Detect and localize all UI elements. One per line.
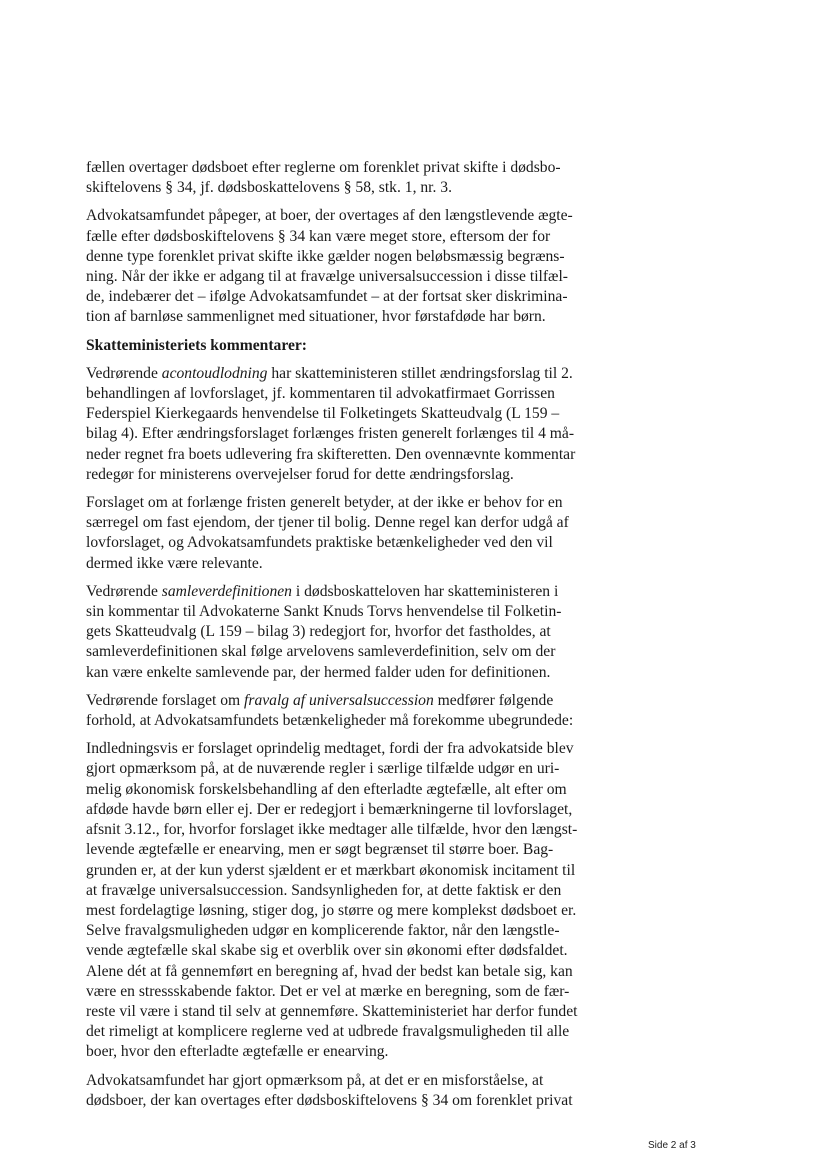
- paragraph: [86, 206, 626, 327]
- text-line: [86, 901, 626, 921]
- text-run: melig økonomisk forskelsbehandling af den efterladte ægtefælle, alt efter om: [86, 780, 567, 798]
- text-run: Vedrørende forslaget om: [86, 691, 245, 709]
- text-run: i dødsboskatteloven har skatteministeren i: [291, 582, 559, 600]
- paragraph: [86, 582, 626, 683]
- text-line: [86, 1091, 626, 1111]
- text-run: behandlingen af lovforslaget, jf. kommentaren til advokatfirmaet Gorrissen: [86, 385, 555, 403]
- text-line: [86, 178, 626, 198]
- text-run: boer, hvor den efterladte ægtefælle er enearving.: [86, 1043, 389, 1061]
- text-run: har skatteministeren stillet ændringsforslag til 2.: [267, 364, 573, 382]
- text-line: [86, 691, 626, 711]
- text-run: gets Skatteudvalg (L 159 – bilag 3) redegjort for, hvorfor det fastholdes, at: [86, 623, 551, 641]
- text-line: [86, 962, 626, 982]
- text-line: [86, 287, 626, 307]
- text-line: [86, 582, 626, 602]
- text-run: levende ægtefælle er enearving, men er søgt begrænset til større boer. Bag-: [86, 841, 554, 859]
- text-line: [86, 1022, 626, 1042]
- text-line: [86, 1042, 626, 1062]
- text-run: neder regnet fra boets udlevering fra skifteretten. Den ovennævnte kommentar: [86, 445, 576, 463]
- text-line: [86, 739, 626, 759]
- text-line: [86, 780, 626, 800]
- text-line: [86, 267, 626, 287]
- text-line: [86, 554, 626, 574]
- text-run: Advokatsamfundet påpeger, at boer, der overtages af den længstlevende ægte-: [86, 207, 573, 225]
- text-line: [86, 711, 626, 731]
- text-run: Selve fravalgsmuligheden udgør en komplicerende faktor, når den længstle-: [86, 922, 560, 940]
- text-run: afsnit 3.12., for, hvorfor forslaget ikke medtager alle tilfælde, hvor den længst-: [86, 821, 578, 839]
- text-run: Indledningsvis er forslaget oprindelig medtaget, fordi der fra advokatside blev: [86, 740, 574, 758]
- text-line: [86, 642, 626, 662]
- text-run: afdøde havde børn eller ej. Der er redegjort i bemærkningerne til lovforslaget,: [86, 800, 573, 818]
- text-run: sin kommentar til Advokaterne Sankt Knuds Torvs henvendelse til Folketin-: [86, 603, 562, 621]
- text-run: Alene dét at få gennemført en beregning af, hvad der bedst kan betale sig, kan: [86, 962, 573, 980]
- text-line: [86, 384, 626, 404]
- text-line: [86, 982, 626, 1002]
- text-run: Forslaget om at forlænge fristen generelt betyder, at der ikke er behov for en: [86, 494, 563, 512]
- text-line: [86, 602, 626, 622]
- text-run: mest fordelagtige løsning, stiger dog, jo større og mere komplekst dødsboet er.: [86, 901, 577, 919]
- text-line: [86, 445, 626, 465]
- text-line: [86, 424, 626, 444]
- text-run: kan være enkelte samlevende par, der hermed falder uden for definitionen.: [86, 663, 551, 681]
- text-run: skiftelovens § 34, jf. dødsboskattelovens § 58, stk. 1, nr. 3.: [86, 179, 452, 197]
- text-line: [86, 493, 626, 513]
- text-run: særregel om fast ejendom, der tjener til bolig. Denne regel kan derfor udgå af: [86, 514, 569, 532]
- italic-term: samleverdefinitionen: [161, 582, 292, 600]
- text-line: [86, 227, 626, 247]
- text-line: [86, 921, 626, 941]
- text-line: [86, 364, 626, 384]
- text-line: [86, 759, 626, 779]
- text-run: samleverdefinitionen skal følge arvelovens samleverdefinition, selv om der: [86, 643, 556, 661]
- text-line: [86, 1002, 626, 1022]
- text-run: vende ægtefælle skal skabe sig et overblik over sin økonomi efter dødsfaldet.: [86, 942, 568, 960]
- text-line: [86, 622, 626, 642]
- text-line: [86, 513, 626, 533]
- document-body: [86, 158, 626, 1119]
- text-line: [86, 840, 626, 860]
- paragraph: [86, 158, 626, 198]
- text-line: [86, 307, 626, 327]
- text-run: de, indebærer det – ifølge Advokatsamfundet – at der fortsat sker diskrimina-: [86, 288, 568, 306]
- text-line: [86, 465, 626, 485]
- text-line: [86, 800, 626, 820]
- italic-term: fravalg af universalsuccession: [244, 691, 434, 709]
- text-line: [86, 533, 626, 553]
- text-run: være en stressskabende faktor. Det er vel at mærke en beregning, som de fær-: [86, 982, 570, 1000]
- text-run: Skatteministeriets kommentarer:: [86, 336, 308, 354]
- text-run: Vedrørende: [86, 364, 162, 382]
- text-run: Vedrørende: [86, 582, 162, 600]
- text-run: tion af barnløse sammenlignet med situationer, hvor førstafdøde har børn.: [86, 308, 546, 326]
- text-run: forhold, at Advokatsamfundets betænkeligheder må forekomme ubegrundede:: [86, 712, 574, 730]
- text-run: redegør for ministerens overvejelser forud for dette ændringsforslag.: [86, 465, 514, 483]
- text-line: [86, 247, 626, 267]
- text-run: det rimeligt at komplicere reglerne ved at udbrede fravalgsmuligheden til alle: [86, 1023, 570, 1041]
- section-heading: [86, 336, 626, 356]
- text-line: [86, 881, 626, 901]
- text-line: [86, 336, 626, 356]
- text-run: lovforslaget, og Advokatsamfundets praktiske betænkeligheder ved den vil: [86, 534, 553, 552]
- text-line: [86, 941, 626, 961]
- text-line: [86, 820, 626, 840]
- paragraph: [86, 691, 626, 731]
- text-run: fælle efter dødsboskiftelovens § 34 kan være meget store, eftersom der for: [86, 227, 551, 245]
- text-run: dødsboer, der kan overtages efter dødsboskiftelovens § 34 om forenklet privat: [86, 1091, 573, 1109]
- text-line: [86, 206, 626, 226]
- text-run: denne type forenklet privat skifte ikke gælder nogen beløbsmæssig begræns-: [86, 247, 565, 265]
- text-line: [86, 404, 626, 424]
- text-run: fællen overtager dødsboet efter reglerne om forenklet privat skifte i dødsbo-: [86, 159, 561, 176]
- text-run: dermed ikke være relevante.: [86, 554, 263, 572]
- text-run: at fravælge universalsuccession. Sandsynligheden for, at dette faktisk er den: [86, 881, 562, 899]
- text-run: gjort opmærksom på, at de nuværende regler i særlige tilfælde udgør en uri-: [86, 760, 560, 778]
- text-run: reste vil være i stand til selv at gennemføre. Skatteministeriet har derfor fundet: [86, 1002, 578, 1020]
- text-line: [86, 1071, 626, 1091]
- paragraph: [86, 364, 626, 485]
- text-line: [86, 158, 626, 178]
- italic-term: acontoudlodning: [161, 364, 268, 382]
- text-run: Advokatsamfundet har gjort opmærksom på, at det er en misforståelse, at: [86, 1071, 544, 1089]
- paragraph: [86, 739, 626, 1062]
- text-run: bilag 4). Efter ændringsforslaget forlænges fristen generelt forlænges til 4 må-: [86, 425, 575, 443]
- text-line: [86, 663, 626, 683]
- text-run: grunden er, at der kun yderst sjældent er et mærkbart økonomisk incitament til: [86, 861, 576, 879]
- text-run: ning. Når der ikke er adgang til at fravælge universalsuccession i disse tilfæl-: [86, 268, 568, 286]
- text-run: Federspiel Kierkegaards henvendelse til Folketingets Skatteudvalg (L 159 –: [86, 405, 560, 423]
- page-number: Side 2 af 3: [648, 1140, 696, 1151]
- paragraph: [86, 493, 626, 574]
- text-run: medfører følgende: [433, 691, 554, 709]
- paragraph: [86, 1071, 626, 1111]
- text-line: [86, 861, 626, 881]
